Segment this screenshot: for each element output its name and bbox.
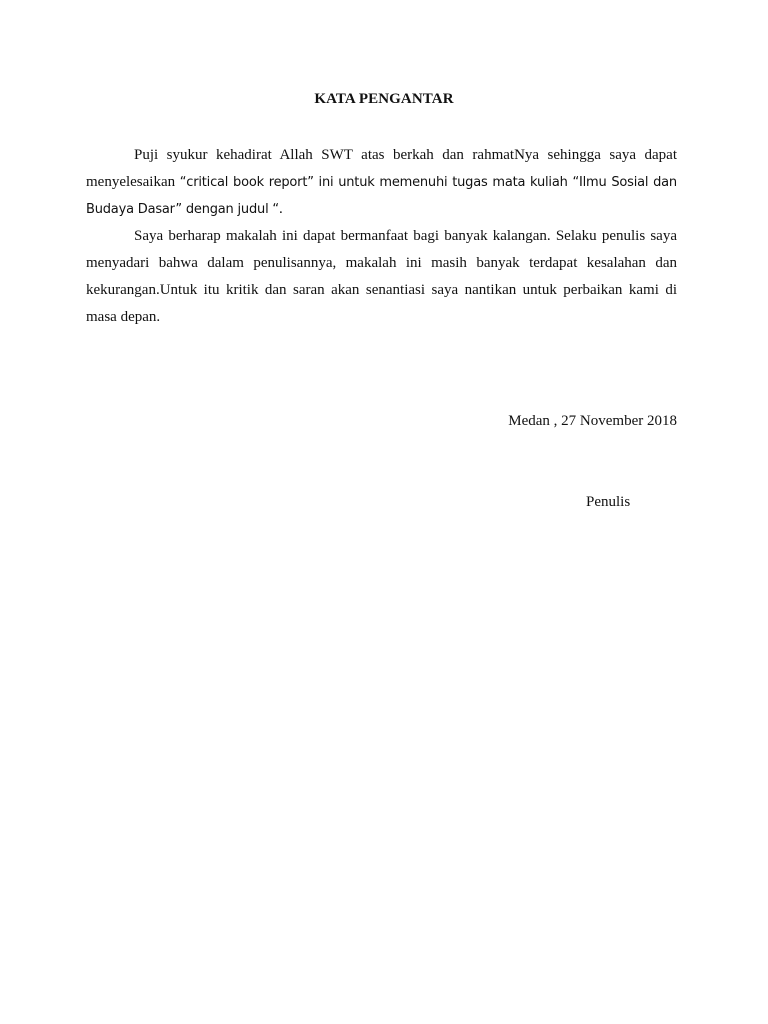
paragraph-1 [86, 142, 677, 223]
paragraph-1-text-c: . [278, 201, 283, 217]
place-date: Medan , 27 November 2018 [508, 413, 677, 429]
body-text [86, 142, 677, 331]
paragraph-1-text-a: Puji syukur kehadirat Allah SWT atas berkah dan rahmatNya sehingga saya dapat menyelesaikan [86, 147, 677, 190]
signer-label: Penulis [586, 494, 631, 510]
page-title: KATA PENGANTAR [314, 91, 454, 107]
paragraph-1-text-b: “critical book report” ini untuk memenuhi tugas mata kuliah “Ilmu Sosial dan Budaya Dasar” dengan judul “ [86, 175, 677, 217]
paragraph-2: Saya berharap makalah ini dapat bermanfaat bagi banyak kalangan. Selaku penulis saya menyadari bahwa dalam penulisannya, makalah ini masih banyak terdapat kesalahan dan kekurangan.Untuk itu kritik dan saran akan senantiasi saya nantikan untuk perbaikan kami di masa depan. [86, 228, 677, 325]
